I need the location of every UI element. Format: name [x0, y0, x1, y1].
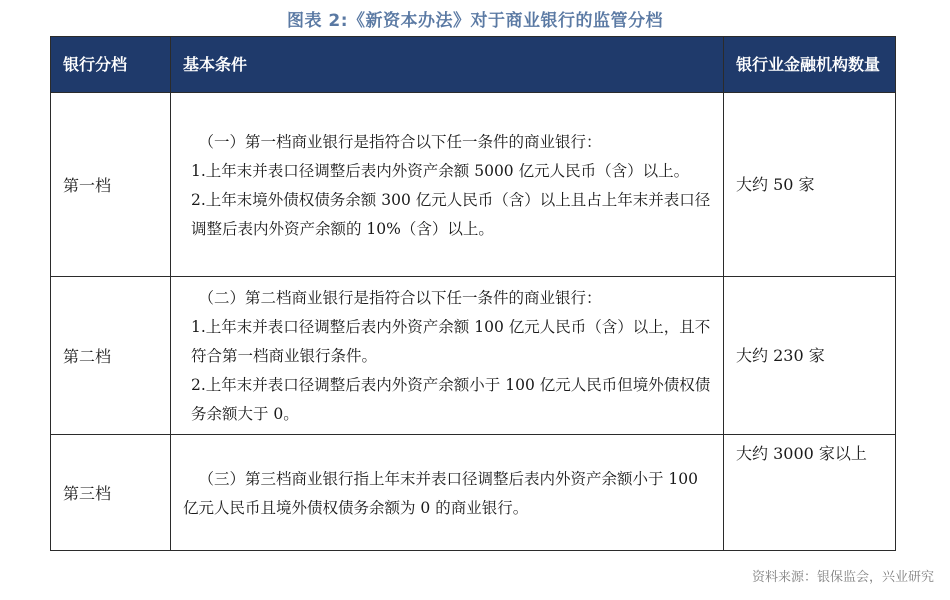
header-count: 银行业金融机构数量	[724, 37, 896, 93]
condition-intro: （二）第二档商业银行是指符合以下任一条件的商业银行：	[198, 289, 602, 307]
condition-intro: （三）第三档商业银行指上年末并表口径调整后表内外资产余额小于 100 亿元人民币且境外债权债务余额为 0 的商业银行。	[183, 469, 699, 517]
conditions-cell	[171, 435, 724, 551]
condition-item: 1.上年末并表口径调整后表内外资产余额 5000 亿元人民币（含）以上。	[191, 161, 690, 180]
tier-cell: 第三档	[51, 435, 171, 551]
header-conditions: 基本条件	[171, 37, 724, 93]
table-row	[51, 435, 896, 551]
count-cell: 大约 3000 家以上	[724, 435, 896, 551]
header-row	[51, 37, 896, 93]
tier-table	[50, 36, 896, 551]
condition-item: 1.上年末并表口径调整后表内外资产余额 100 亿元人民币（含）以上，且不符合第一档商业银行条件。	[191, 318, 711, 365]
table-body	[51, 93, 896, 551]
conditions-cell	[171, 277, 724, 435]
source-note: 资料来源：银保监会，兴业研究	[751, 570, 934, 585]
header-tier: 银行分档	[51, 37, 171, 93]
table-row	[51, 277, 896, 435]
table-header	[51, 37, 896, 93]
tier-cell: 第一档	[51, 93, 171, 277]
condition-intro: （一）第一档商业银行是指符合以下任一条件的商业银行：	[198, 132, 602, 151]
tier-cell: 第二档	[51, 277, 171, 435]
condition-item: 2.上年末境外债权债务余额 300 亿元人民币（含）以上且占上年末并表口径调整后表内外资产余额的 10%（含）以上。	[191, 190, 711, 238]
figure-title: 图表 2:《新资本办法》对于商业银行的监管分档	[286, 11, 664, 31]
table-row	[51, 93, 896, 277]
count-cell: 大约 50 家	[724, 93, 896, 277]
condition-item: 2.上年末并表口径调整后表内外资产余额小于 100 亿元人民币但境外债权债务余额大于 0。	[191, 376, 711, 423]
conditions-cell	[171, 93, 724, 277]
count-cell: 大约 230 家	[724, 277, 896, 435]
